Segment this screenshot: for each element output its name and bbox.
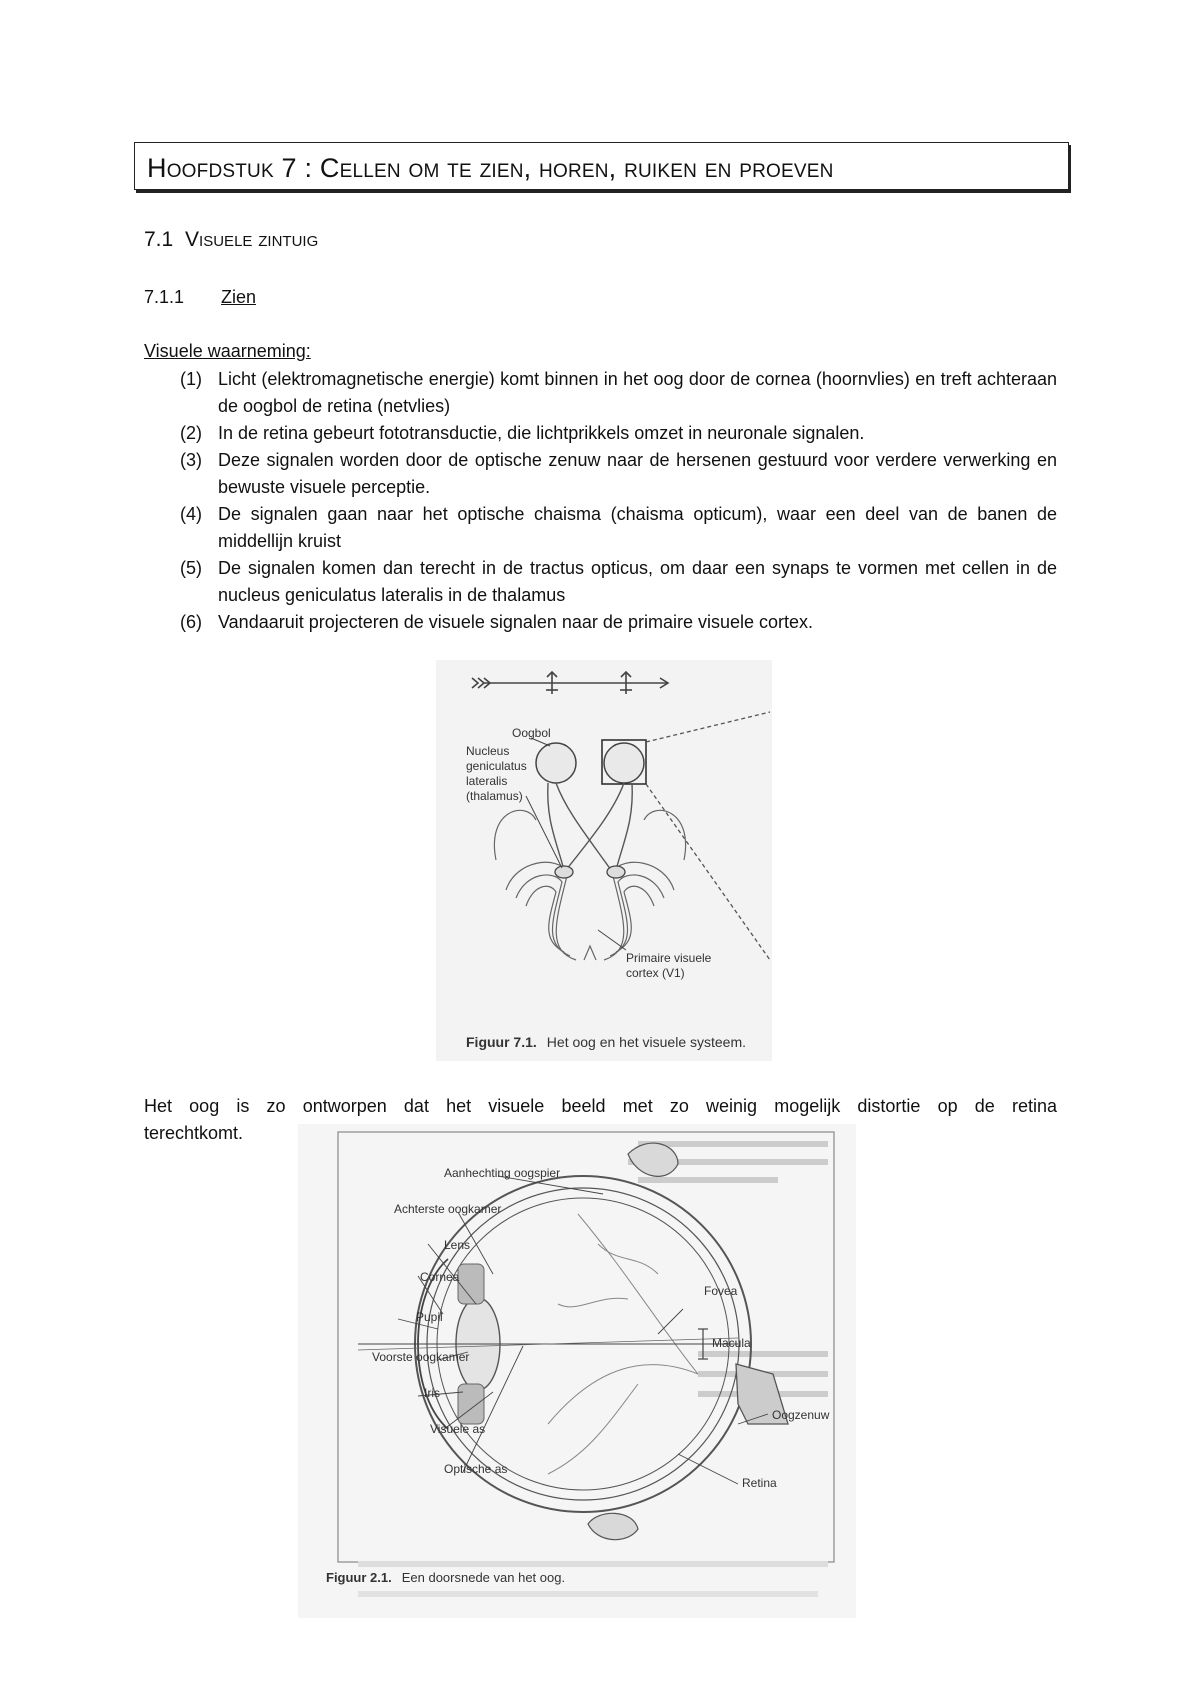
optic-nerve-lines	[548, 783, 633, 870]
steps-list	[180, 366, 1057, 636]
label-oogbol: Oogbol	[512, 726, 551, 740]
list-item	[180, 420, 1057, 447]
label-aanhechting-oogspier: Aanhechting oogspier	[444, 1166, 561, 1180]
label-pupil: Pupil	[416, 1310, 443, 1324]
label-primaire-visuele: Primaire visuele	[626, 951, 712, 965]
list-item-text: Licht (elektromagnetische energie) komt binnen in het oog door de cornea (hoornvlies) en treft achteraan de oogbol de retina (netvlies)	[218, 369, 1057, 416]
label-retina: Retina	[742, 1476, 777, 1490]
label-cortex-v1: cortex (V1)	[626, 966, 685, 980]
figure-caption-label: Figuur 2.1.	[326, 1570, 392, 1585]
list-item-text: De signalen komen dan terecht in de tractus opticus, om daar een synaps te vormen met cellen in de nucleus geniculatus lateralis in de thalamus	[218, 558, 1057, 605]
chapter-title: Hoofdstuk 7 : Cellen om te zien, horen, ruiken en proeven	[147, 153, 834, 183]
lgn-icon	[555, 866, 625, 878]
list-item	[180, 366, 1057, 420]
section-title: Visuele zintuig	[185, 228, 319, 251]
light-arrow-icon	[472, 672, 668, 694]
figure-frame	[338, 1132, 834, 1562]
figure-caption-label: Figuur 7.1.	[466, 1034, 537, 1050]
label-oogzenuw: Oogzenuw	[772, 1408, 830, 1422]
list-item-text: In de retina gebeurt fototransductie, die lichtprikkels omzet in neuronale signalen.	[218, 423, 865, 443]
label-optische-as: Optische as	[444, 1462, 508, 1476]
label-geniculatus: geniculatus	[466, 759, 527, 773]
list-marker: (6)	[180, 612, 202, 632]
label-iris: Iris	[424, 1386, 440, 1400]
list-marker: (3)	[180, 450, 202, 470]
label-macula: Macula	[712, 1336, 751, 1350]
leader-lines	[398, 1176, 768, 1484]
section-number: 7.1	[144, 228, 174, 251]
list-marker: (1)	[180, 369, 202, 389]
section-heading	[144, 228, 318, 252]
cortex-lines	[494, 810, 685, 960]
list-item	[180, 501, 1057, 555]
list-item-text: Deze signalen worden door de optische zenuw naar de hersenen gestuurd voor verdere verwerking en bewuste visuele perceptie.	[218, 450, 1057, 497]
subsection-title: Zien	[221, 287, 257, 307]
eyeball-icon	[536, 743, 644, 783]
list-heading: Visuele waarneming:	[144, 341, 311, 361]
label-voorste-oogkamer: Voorste oogkamer	[372, 1350, 470, 1364]
list-marker: (5)	[180, 558, 202, 578]
chapter-heading-box	[134, 142, 1069, 190]
paragraph-line: Het oog is zo ontworpen dat het visuele beeld met zo weinig mogelijk distortie op de retina	[144, 1096, 1057, 1116]
list-marker: (4)	[180, 504, 202, 524]
label-achterste-oogkamer: Achterste oogkamer	[394, 1202, 502, 1216]
list-item-text: De signalen gaan naar het optische chaisma (chaisma opticum), waar een deel van de banen de middellijn kruist	[218, 504, 1057, 551]
label-visuele-as: Visuele as	[430, 1422, 486, 1436]
figure-caption	[466, 1034, 746, 1050]
list-item	[180, 609, 1057, 636]
label-lens: Lens	[444, 1238, 471, 1252]
zoom-lines	[646, 712, 770, 960]
label-nucleus: Nucleus	[466, 744, 510, 758]
figure-eye-cross-section	[298, 1124, 856, 1618]
eye-cross-section-illustration	[298, 1124, 856, 1618]
figure-caption	[326, 1570, 565, 1585]
list-item	[180, 447, 1057, 501]
visual-pathway-illustration	[436, 660, 772, 1061]
subsection-number: 7.1.1	[144, 287, 185, 307]
list-item	[180, 555, 1057, 609]
label-lateralis: lateralis	[466, 774, 508, 788]
label-cornea: Cornea	[420, 1270, 460, 1284]
list-marker: (2)	[180, 423, 202, 443]
figure-caption-text: Een doorsnede van het oog.	[401, 1570, 566, 1585]
paragraph-line: terechtkomt.	[144, 1123, 244, 1143]
label-fovea: Fovea	[704, 1284, 738, 1298]
figure-visual-pathway	[436, 660, 772, 1061]
subsection-heading	[144, 287, 256, 308]
list-item-text: Vandaaruit projecteren de visuele signalen naar de primaire visuele cortex.	[218, 612, 814, 632]
figure-caption-text: Het oog en het visuele systeem.	[546, 1034, 747, 1050]
label-thalamus: (thalamus)	[466, 789, 523, 803]
